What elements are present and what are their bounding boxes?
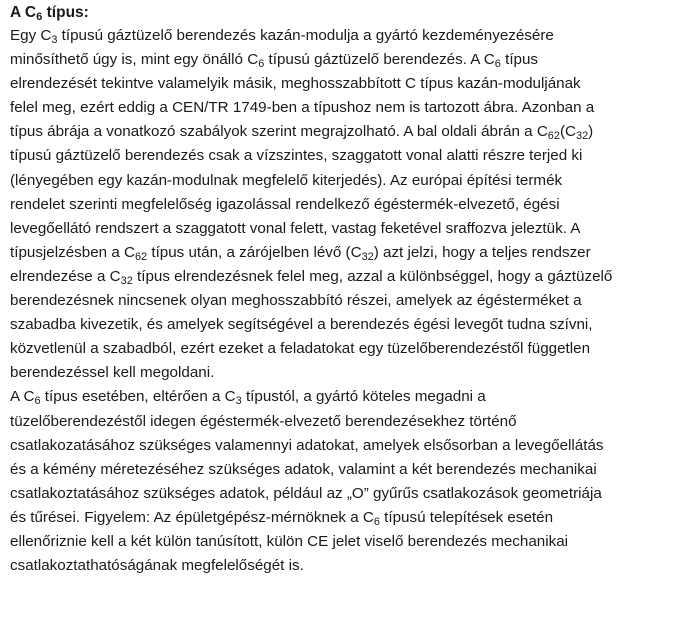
text-run: ) (588, 123, 594, 141)
text-run: ) azt jelzi, hogy a teljes rendszer (373, 243, 591, 261)
text-line (10, 554, 672, 578)
text-run: levegőellátó rendszert a szaggatott vonal felett, vastag feketével sraffozva jeleztük. A (10, 219, 581, 237)
text-run: típusjelzésben a C (10, 243, 135, 261)
text-run: típusú gáztüzelő berendezés csak a vízszintes, szaggatott vonal alatti részre terjed ki (10, 147, 583, 165)
text-run: típusú gáztüzelő berendezés. A C (264, 51, 495, 69)
text-run: közvetlenül a szabadból, ezért ezeket a feladatokat egy tüzelőberendezéstől független (10, 340, 591, 358)
subscript: 6 (34, 395, 41, 408)
text-run: típus elrendezésnek felel meg, azzal a különbséggel, hogy a gáztüzelő (132, 267, 613, 285)
text-run: berendezéssel kell megoldani. (10, 364, 215, 382)
subscript: 6 (258, 58, 265, 71)
text-line (10, 530, 672, 554)
text-run: típusú gáztüzelő berendezés kazán-modulja a gyártó kezdeményezésére (57, 27, 554, 44)
heading-text-end: típus: (42, 4, 89, 21)
text-run: ellenőriznie kell a két külön tanúsított, külön CE jelet viselő berendezés mechanikai (10, 532, 569, 550)
text-run: Egy C (10, 27, 52, 44)
text-run: felel meg, ezért eddig a CEN/TR 1749-ben a típushoz nem is tartozott ábra. Azonban a (10, 99, 595, 117)
text-run: típusú telepítések esetén (379, 508, 554, 526)
subscript: 6 (494, 58, 501, 71)
heading-subscript: 6 (36, 11, 43, 24)
text-line (10, 24, 672, 48)
text-line (10, 169, 672, 193)
text-line (10, 361, 672, 385)
text-line (10, 506, 672, 530)
text-line (10, 72, 672, 96)
subscript: 62 (547, 130, 560, 143)
text-run: (C (559, 123, 576, 141)
text-line (10, 265, 672, 289)
text-run: típus (500, 51, 539, 69)
text-run: típustól, a gyártó köteles megadni a (241, 388, 486, 406)
text-line (10, 313, 672, 337)
text-line (10, 458, 672, 482)
text-run: rendelet szerinti megfelelőség igazolással rendelkező égéstermék-elvezető, égési (10, 195, 560, 213)
text-run: csatlakoztathatóságának megfelelőségét is. (10, 557, 304, 575)
subscript: 32 (576, 130, 589, 143)
text-run: elrendezését tekintve valamelyik másik, meghosszabbított C típus kazán-moduljának (10, 75, 581, 93)
subscript: 62 (134, 250, 148, 263)
text-line (10, 337, 672, 361)
text-line (10, 120, 672, 144)
text-line (10, 217, 672, 241)
text-run: berendezésnek nincsenek olyan meghosszabbító részei, amelyek az égésterméket a (10, 292, 582, 310)
text-run: típus után, a zárójelben lévő (C (147, 243, 362, 261)
text-line (10, 48, 672, 72)
text-run: típus esetében, eltérően a C (40, 388, 236, 406)
paragraph-1 (10, 24, 672, 385)
text-run: tüzelőberendezéstől idegen égéstermék-elvezető berendezésekhez történő (10, 412, 517, 430)
text-run: típus ábrája a vonatkozó szabályok szerint megrajzolható. A bal oldali ábrán a C (10, 123, 548, 141)
paragraph-2 (10, 385, 672, 578)
text-line (10, 410, 672, 434)
text-run: elrendezése a C (10, 267, 121, 285)
section-heading (10, 2, 672, 24)
text-run: csatlakoztatásához szükséges adatok, például az „O” gyűrűs csatlakozások geometriája (10, 484, 602, 502)
text-run: A C (10, 388, 35, 406)
text-run: és tűrései. Figyelem: Az épületgépész-mérnöknek a C (10, 508, 374, 526)
subscript: 3 (235, 395, 242, 408)
text-line (10, 241, 672, 265)
text-line (10, 434, 672, 458)
text-line (10, 385, 672, 409)
text-run: (lényegében egy kazán-modulnak megfelelő kiterjedés). Az európai építési termék (10, 171, 563, 189)
text-line (10, 289, 672, 313)
text-line (10, 96, 672, 120)
subscript: 6 (373, 515, 380, 528)
text-line (10, 144, 672, 168)
heading-text: A C (10, 4, 37, 21)
subscript: 32 (120, 275, 133, 287)
text-line (10, 482, 672, 506)
text-run: csatlakozatásához szükséges valamennyi adatokat, amelyek elsősorban a levegőellátás (10, 436, 604, 454)
text-run: szabadba kivezetik, és amelyek segítségével a berendezés égési levegőt tudna szívni, (10, 316, 593, 334)
text-run: minősíthető úgy is, mint egy önálló C (10, 51, 259, 69)
text-run: és a kémény méretezéséhez szükséges adatok, valamint a két berendezés mechanikai (10, 460, 597, 478)
subscript: 32 (361, 250, 374, 263)
subscript: 3 (51, 34, 58, 47)
text-line (10, 193, 672, 217)
